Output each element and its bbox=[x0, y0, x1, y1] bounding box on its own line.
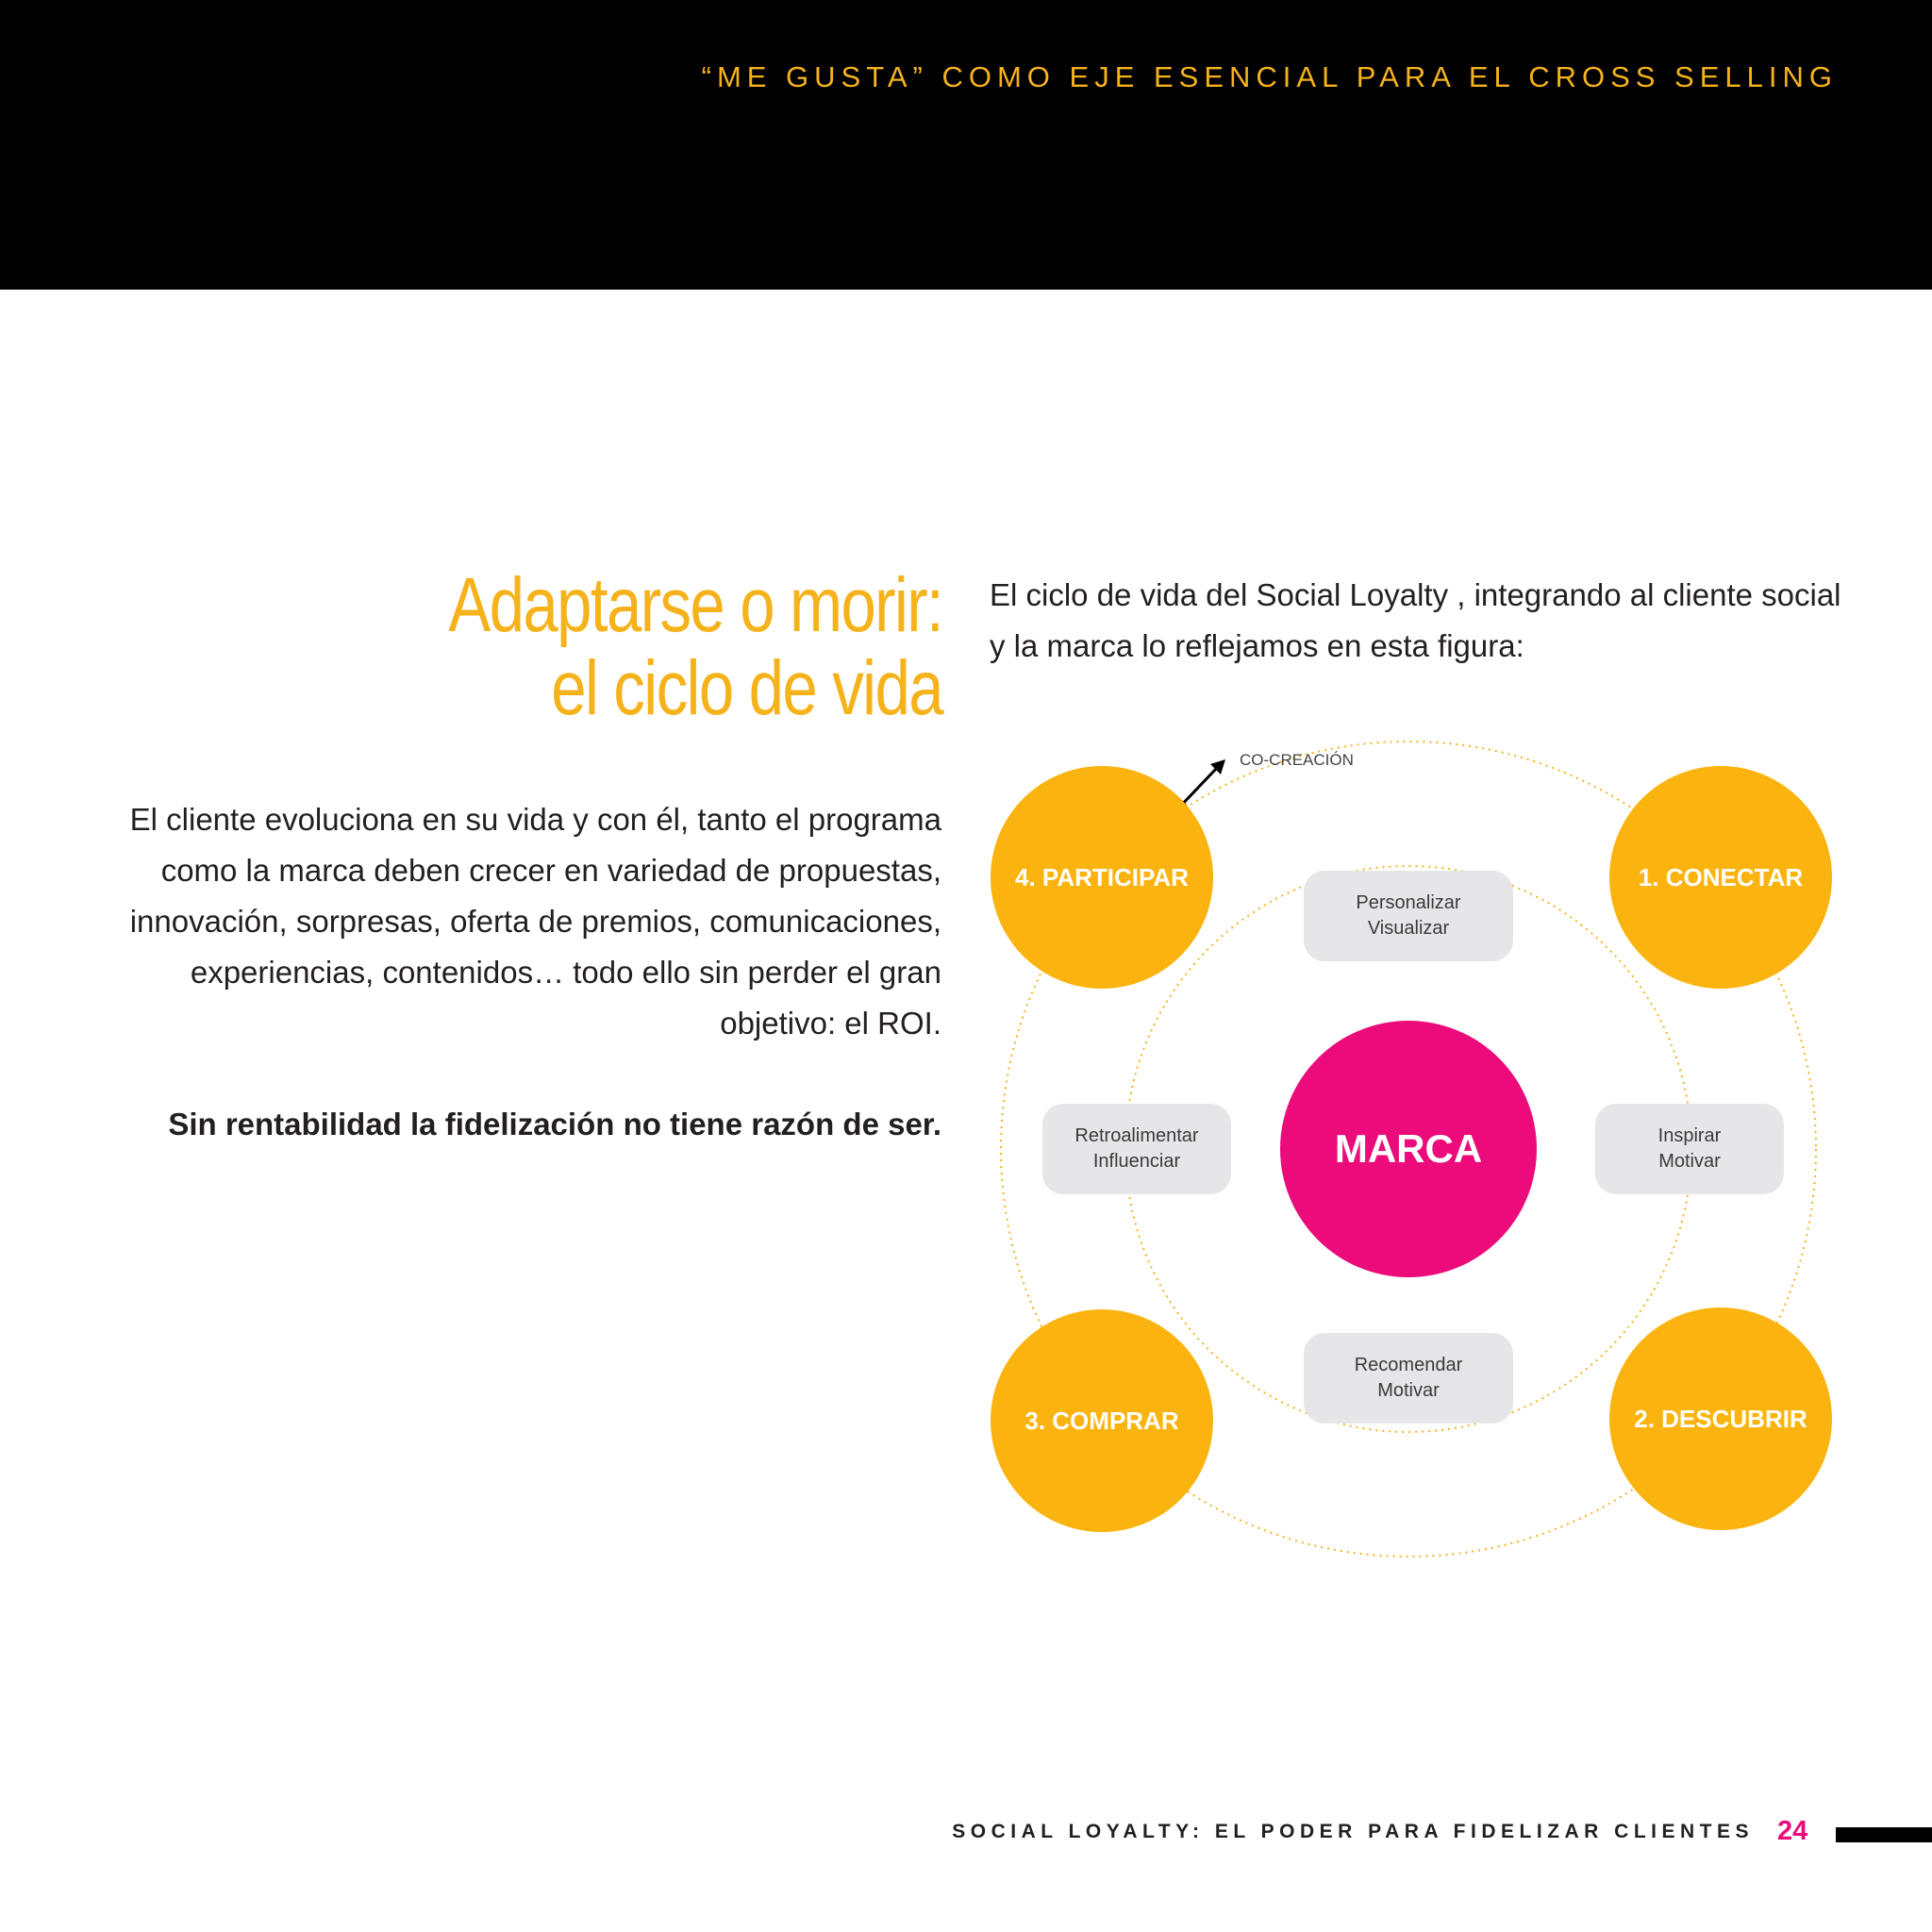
footer-bar bbox=[1836, 1827, 1932, 1842]
action-box-left bbox=[1042, 1104, 1231, 1194]
action-top-line-1: Personalizar bbox=[1356, 892, 1461, 913]
stage-comprar: 3. COMPRAR bbox=[991, 1309, 1213, 1532]
action-top-line-2: Visualizar bbox=[1367, 918, 1450, 939]
action-bottom-line-2: Motivar bbox=[1377, 1380, 1440, 1401]
header-band bbox=[0, 0, 1932, 290]
heading-line-1: Adaptarse o morir: bbox=[448, 562, 942, 648]
section-title: “ME GUSTA” COMO EJE ESENCIAL PARA EL CROSS SELLING bbox=[701, 60, 1838, 93]
action-box-top bbox=[1304, 871, 1513, 961]
action-bottom-line-1: Recomendar bbox=[1354, 1355, 1463, 1375]
action-left-line-1: Retroalimentar bbox=[1074, 1125, 1199, 1146]
body-paragraph: El cliente evoluciona en su vida y con él, tanto el programa como la marca deben crecer en variedad de propuestas, innovación, sorpresas, oferta de premios, comunicaciones, experiencias, contenidos… todo ello sin perder el gran objetivo: el ROI. bbox=[129, 802, 941, 1041]
marca-center-circle: MARCA bbox=[1280, 1021, 1537, 1277]
stage-conectar: 1. CONECTAR bbox=[1609, 766, 1832, 989]
heading-line-2: el ciclo de vida bbox=[551, 645, 942, 731]
action-left-line-2: Influenciar bbox=[1092, 1151, 1181, 1172]
action-box-right bbox=[1595, 1104, 1784, 1194]
stage-participar: 4. PARTICIPAR bbox=[991, 766, 1213, 989]
figure-intro: El ciclo de vida del Social Loyalty , integrando al cliente social y la marca lo reflejamos en esta figura: bbox=[990, 577, 1841, 663]
footer-title: SOCIAL LOYALTY: EL PODER PARA FIDELIZAR CLIENTES bbox=[952, 1821, 1754, 1842]
cocreacion-arrowhead bbox=[1210, 759, 1225, 774]
page-heading bbox=[401, 564, 942, 730]
emphasis-statement: Sin rentabilidad la fidelización no tiene razón de ser. bbox=[168, 1107, 941, 1141]
cocreacion-label: CO-CREACIÓN bbox=[1240, 751, 1354, 769]
action-right-line-1: Inspirar bbox=[1657, 1125, 1722, 1146]
stage-descubrir: 2. DESCUBRIR bbox=[1609, 1307, 1832, 1530]
action-right-line-2: Motivar bbox=[1658, 1151, 1721, 1172]
page-number: 24 bbox=[1777, 1816, 1808, 1846]
action-box-bottom bbox=[1304, 1333, 1513, 1424]
